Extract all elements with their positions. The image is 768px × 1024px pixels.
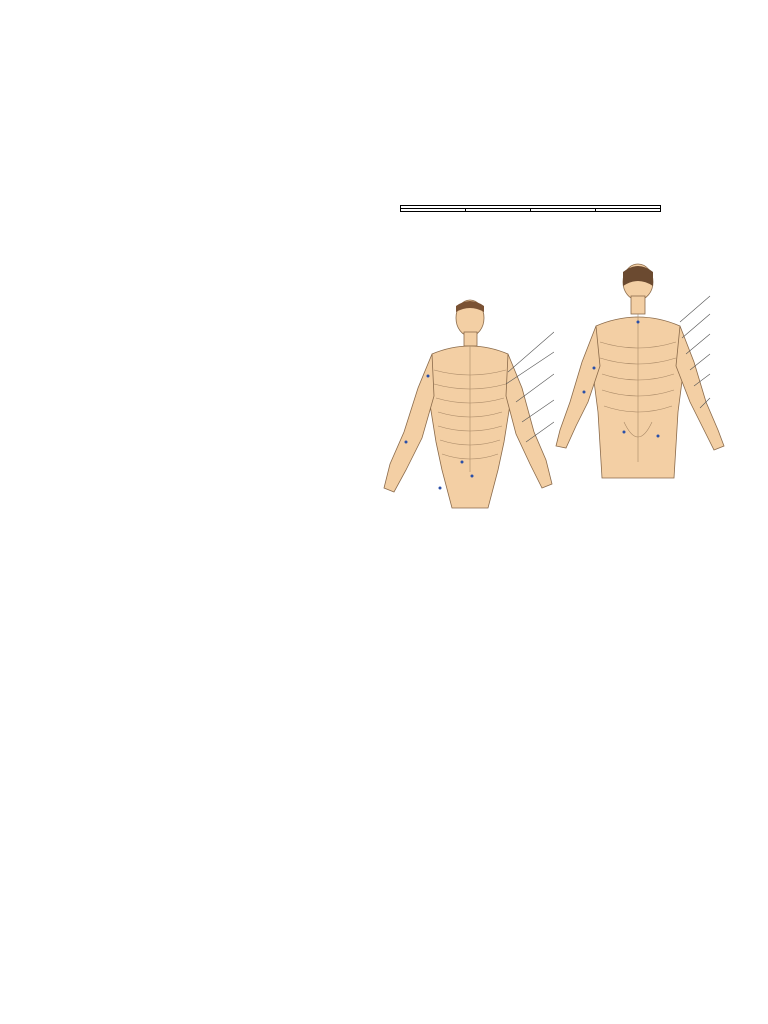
- fluency-table: [400, 205, 661, 212]
- dermatome-back-figure: [554, 262, 730, 480]
- fluency-col-u[interactable]: [401, 209, 466, 212]
- fluency-col-s[interactable]: [531, 209, 596, 212]
- fluency-col-m[interactable]: [596, 209, 661, 212]
- dermatome-front-figure: [376, 292, 556, 510]
- fluency-col-b[interactable]: [466, 209, 531, 212]
